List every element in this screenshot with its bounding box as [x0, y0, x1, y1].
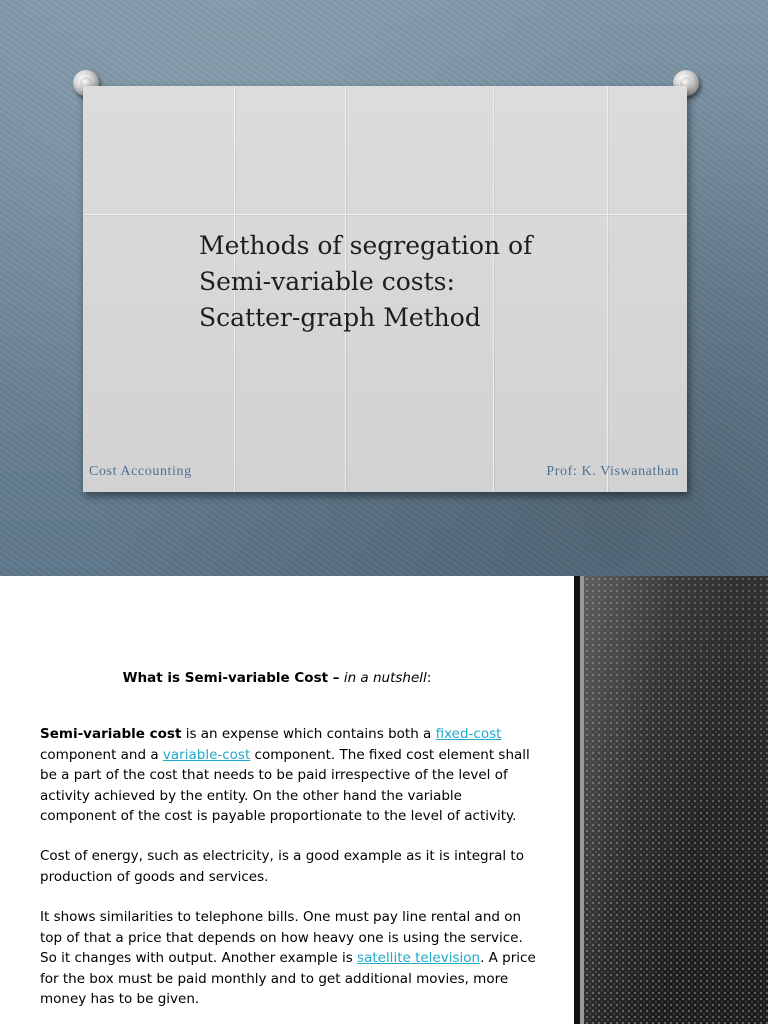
footer-author: Prof: K. Viswanathan [546, 464, 679, 479]
heading-italic: in a nutshell [343, 670, 427, 686]
heading-colon: : [426, 670, 432, 686]
paper-sheet [83, 86, 687, 492]
variable-cost-link[interactable]: variable-cost [162, 746, 251, 763]
slide-title [199, 228, 639, 336]
term: Semi-variable cost [40, 726, 182, 742]
slide-title-line: Methods of segregation of [199, 231, 533, 260]
paragraph-definition [40, 724, 540, 827]
text: . A price for the box must be paid monthly and to get additional movies, more money has to be given. [40, 950, 536, 1007]
paragraph-telephone-example [40, 907, 540, 1010]
content-slide [0, 576, 768, 1024]
metal-texture-panel [584, 576, 768, 1024]
text: component and a [40, 746, 163, 763]
text: is an expense which contains both a [181, 726, 436, 742]
heading-bold: What is Semi-variable Cost – [122, 670, 340, 686]
section-heading [0, 670, 554, 686]
satellite-television-link[interactable]: satellite television [357, 950, 481, 966]
text: It shows similarities to telephone bills. One must pay line rental and on top of that a price that depends on how heavy one is using the service. So it changes with output. Another example is [40, 909, 523, 966]
paper-fold [83, 214, 687, 215]
footer-course: Cost Accounting [89, 464, 192, 479]
fixed-cost-link[interactable]: fixed-cost [435, 726, 502, 742]
slide-title-line: Semi-variable costs: [199, 267, 455, 296]
slide-title-line: Scatter-graph Method [199, 303, 481, 332]
text: component. The fixed cost element shall be a part of the cost that needs to be paid irrespective of the level of activity achieved by the entity. On the other hand the variable component of the cost is payable proportionate to the level of activity. [40, 746, 530, 824]
paragraph-energy-example: Cost of energy, such as electricity, is a good example as it is integral to production of goods and services. [40, 848, 524, 885]
